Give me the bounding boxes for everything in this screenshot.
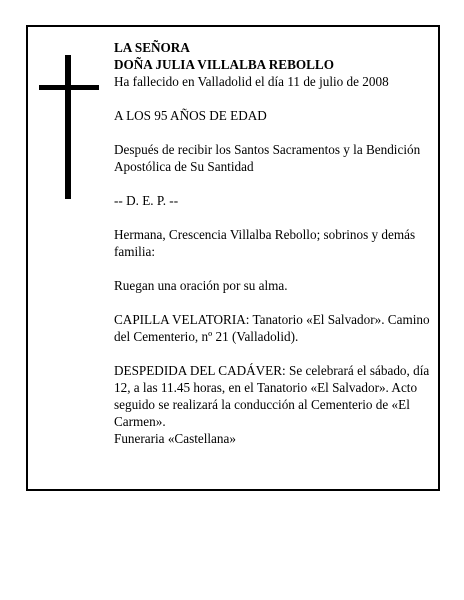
cross-vertical-bar [65, 55, 71, 199]
chapel-paragraph [114, 311, 434, 345]
obituary-text [114, 39, 434, 447]
farewell-text: Se celebrará el sábado, día 12, a las 11.45 horas, en el Tanatorio «El Salvador». Acto seguido se realizará la conducción al Cementerio de «El Carmen». [114, 363, 430, 429]
death-line: Ha fallecido en Valladolid el día 11 de julio de 2008 [114, 74, 389, 89]
farewell-label: DESPEDIDA DEL CADÁVER: [114, 363, 286, 378]
funeral-home: Funeraria «Castellana» [114, 431, 236, 446]
deceased-name: DOÑA JULIA VILLALBA REBOLLO [114, 57, 334, 72]
chapel-label: CAPILLA VELATORIA: [114, 312, 250, 327]
prayer-line: Ruegan una oración por su alma. [114, 278, 288, 293]
farewell-paragraph [114, 362, 434, 430]
chapel-text: Tanatorio «El Salvador». Camino del Cementerio, nº 21 (Valladolid). [114, 312, 430, 344]
family-line: Hermana, Crescencia Villalba Rebollo; sobrinos y demás familia: [114, 227, 416, 259]
header-line: LA SEÑORA [114, 40, 190, 55]
age-line: A LOS 95 AÑOS DE EDAD [114, 108, 267, 123]
cross-icon [39, 55, 99, 199]
sacraments-line: Después de recibir los Santos Sacramentos y la Bendición Apostólica de Su Santidad [114, 142, 421, 174]
rip-line: -- D. E. P. -- [114, 193, 179, 208]
cross-horizontal-bar [39, 85, 99, 90]
obituary-notice-frame [26, 25, 440, 491]
